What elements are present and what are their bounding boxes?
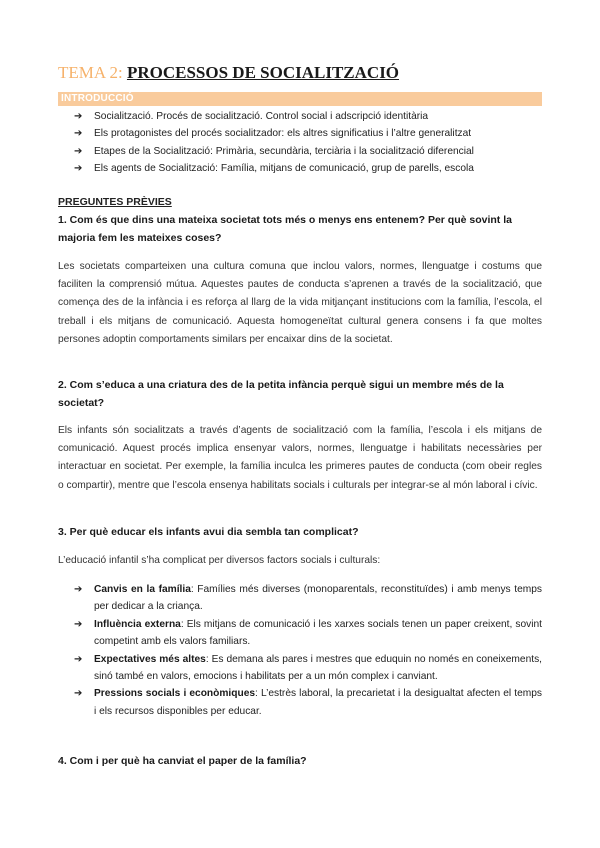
intro-item: ➔ Socialització. Procés de socialització. Control social i adscripció identitària (58, 108, 542, 125)
arrow-icon: ➔ (74, 688, 83, 700)
factor-item: ➔ Influència externa: Els mitjans de comunicació i les xarxes socials tenen un paper creixent, sovint competint amb els valors familiars. (58, 616, 542, 651)
section-label: INTRODUCCIÓ (61, 93, 134, 104)
factor-item: ➔ Expectatives més altes: Es demana als pares i mestres que eduquin no només en coneixements, sinó també en valors, emocions i habilitats per a un món complex i canviant. (58, 651, 542, 686)
arrow-icon: ➔ (74, 111, 83, 122)
factor-item: ➔ Canvis en la família: Famílies més diverses (monoparentals, reconstituïdes) i amb menys temps per dedicar a la criança. (58, 581, 542, 616)
intro-item: ➔ Els protagonistes del procés socialitzador: els altres significatius i l’altre generalitzat (58, 125, 542, 142)
answer-2: Els infants són socialitzats a través d’agents de socialització com la família, l’escola i els mitjans de comunicació. Aquest procés implica ensenyar valors, normes, llenguatge i habilitats necessàries per interactuar en societat. Per exemple, la família inculca les primeres pautes de conducta (com obeir regles o compartir), mentre que l’escola ensenya habilitats socials i culturals per integrar-se al món laboral i cívic. (58, 425, 542, 491)
title-name: PROCESSOS DE SOCIALITZACIÓ (126, 63, 400, 82)
question-4: 4. Com i per què ha canviat el paper de la família? (58, 755, 307, 767)
answer-3-lead: L’educació infantil s’ha complicat per diversos factors socials i culturals: (58, 555, 381, 566)
question-1: 1. Com és que dins una mateixa societat tots més o menys ens entenem? Per què sovint la majoria fem les mateixes coses? (58, 214, 512, 244)
question-3: 3. Per què educar els infants avui dia sembla tan complicat? (58, 526, 359, 538)
intro-item: ➔ Etapes de la Socialització: Primària, secundària, terciària i la socialització diferencial (58, 143, 542, 160)
factor-item: ➔ Pressions socials i econòmiques: L’estrès laboral, la precarietat i la desigualtat afecten el temps i els recursos disponibles per educar. (58, 685, 542, 720)
title-number: TEMA 2: (58, 63, 123, 82)
arrow-icon: ➔ (74, 128, 83, 140)
factors-list (58, 581, 542, 720)
arrow-icon: ➔ (74, 145, 83, 157)
arrow-icon: ➔ (74, 163, 83, 175)
question-2: 2. Com s’educa a una criatura des de la petita infància perquè sigui un membre més de la societat? (58, 379, 504, 409)
arrow-icon: ➔ (74, 653, 83, 665)
page-title (58, 62, 399, 84)
intro-list (58, 108, 542, 178)
section-header-bar (58, 92, 542, 106)
arrow-icon: ➔ (74, 584, 83, 595)
arrow-icon: ➔ (74, 618, 83, 630)
answer-1: Les societats comparteixen una cultura comuna que inclou valors, normes, llenguatge i costums que faciliten la comprensió mútua. Aquestes pautes de conducta s’aprenen a través de la socialització, que comença des de la infància i es reforça al llarg de la vida mitjançant institucions com la família, l’escola, el treball i els mitjans de comunicació. Aquesta homogeneïtat cultural genera consens i fa que moltes persones adoptin comportaments similars per encaixar dins de la societat. (58, 261, 542, 345)
previous-questions-heading: PREGUNTES PRÈVIES (58, 196, 172, 208)
intro-item: ➔ Els agents de Socialització: Família, mitjans de comunicació, grup de parells, escola (58, 160, 542, 177)
